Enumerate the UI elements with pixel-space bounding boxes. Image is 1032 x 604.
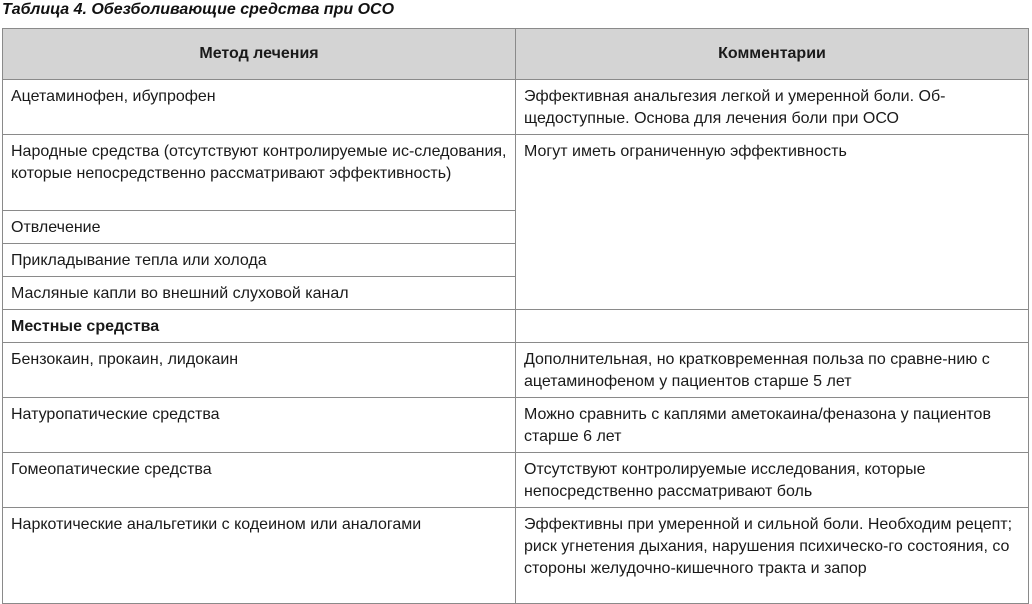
method-text: Прикладывание тепла или холода	[11, 252, 267, 269]
method-text: Масляные капли во внешний слуховой канал	[11, 285, 349, 302]
table-row	[3, 135, 1029, 211]
method-cell	[3, 453, 516, 508]
comment-text: Могут иметь ограниченную эффективность	[524, 143, 847, 160]
method-text: Наркотические анальгетики с кодеином или аналогами	[11, 516, 422, 533]
method-cell	[3, 343, 516, 398]
table-caption: Таблица 4. Обезболивающие средства при ОСО	[2, 1, 395, 18]
table-row	[3, 398, 1029, 453]
comment-cell	[516, 453, 1029, 508]
comment-cell	[516, 398, 1029, 453]
section-heading: Местные средства	[11, 318, 160, 335]
comment-text: Эффективны при умеренной и сильной боли. Необходим рецепт; риск угнетения дыхания, нарушения психическо-го состояния, со стороны желудочно-кишечного тракта и запор	[524, 516, 1013, 577]
method-cell	[3, 398, 516, 453]
comment-text: Отсутствуют контролируемые исследования, которые непосредственно рассматривают боль	[524, 461, 926, 500]
comment-text: Дополнительная, но кратковременная польза по сравне-нию с ацетаминофеном у пациентов старше 5 лет	[524, 351, 990, 390]
comment-cell	[516, 508, 1029, 604]
method-text: Отвлечение	[11, 219, 101, 236]
method-cell	[3, 244, 516, 277]
section-heading-cell	[3, 310, 516, 343]
method-cell	[3, 277, 516, 310]
comment-text: Можно сравнить с каплями аметокаина/феназона у пациентов старше 6 лет	[524, 406, 991, 445]
table-row	[3, 508, 1029, 604]
method-text: Ацетаминофен, ибупрофен	[11, 88, 216, 105]
method-text: Натуропатические средства	[11, 406, 220, 423]
table-row	[3, 80, 1029, 135]
comment-cell	[516, 135, 1029, 310]
table-row	[3, 343, 1029, 398]
method-cell	[3, 211, 516, 244]
method-text: Гомеопатические средства	[11, 461, 212, 478]
comment-text	[516, 310, 1028, 320]
comment-text: Эффективная анальгезия легкой и умеренной боли. Об-щедоступные. Основа для лечения боли при ОСО	[524, 88, 946, 127]
header-comments: Комментарии	[516, 29, 1029, 80]
analgesics-table	[2, 28, 1029, 604]
comment-cell	[516, 310, 1029, 343]
method-cell	[3, 80, 516, 135]
method-text: Народные средства (отсутствуют контролируемые ис-следования, которые непосредственно рассматривают эффективность)	[11, 143, 507, 182]
comment-cell	[516, 80, 1029, 135]
method-cell	[3, 508, 516, 604]
table-row	[3, 453, 1029, 508]
table-row-section	[3, 310, 1029, 343]
method-cell	[3, 135, 516, 211]
header-method: Метод лечения	[3, 29, 516, 80]
method-text: Бензокаин, прокаин, лидокаин	[11, 351, 239, 368]
comment-cell	[516, 343, 1029, 398]
table-header-row	[3, 29, 1029, 80]
